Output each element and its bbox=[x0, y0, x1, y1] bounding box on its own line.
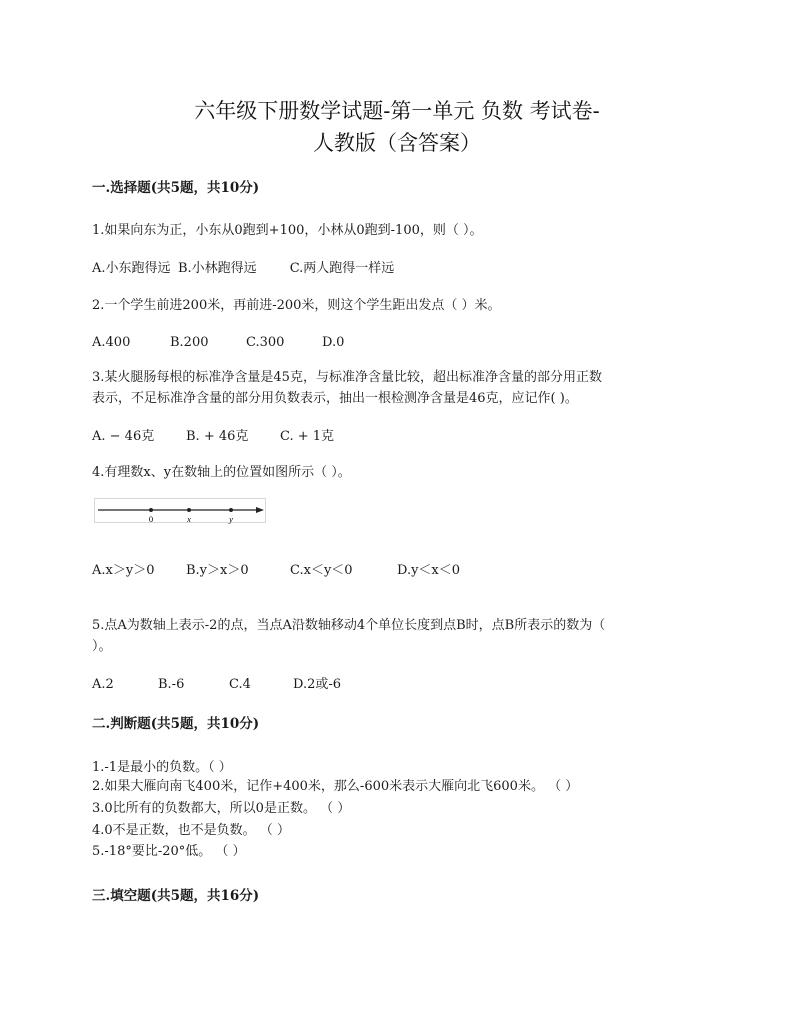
question-2-stem: 2.一个学生前进200米，再前进-200米，则这个学生距出发点（ ）米。 bbox=[92, 298, 501, 313]
question-4-stem: 4.有理数x、y在数轴上的位置如图所示（ ）。 bbox=[92, 465, 351, 480]
section-heading-choice: 一.选择题(共5题，共10分) bbox=[92, 180, 260, 196]
question-4-options bbox=[92, 562, 460, 580]
question-1-stem: 1.如果向东为正，小东从0跑到+100，小林从0跑到-100，则（ ）。 bbox=[92, 223, 483, 238]
option-b: B.200 bbox=[170, 335, 209, 350]
label-zero: 0 bbox=[148, 514, 154, 524]
option-b: B.-6 bbox=[158, 677, 185, 692]
option-c: C.4 bbox=[229, 677, 251, 692]
question-1-options bbox=[92, 260, 394, 278]
judge-item-1: 1.-1是最小的负数。（ ） bbox=[92, 760, 232, 775]
point-x-dot bbox=[187, 508, 191, 512]
exam-title-line1: 六年级下册数学试题-第一单元 负数 考试卷- bbox=[194, 99, 600, 123]
option-a: A.x＞y＞0 bbox=[92, 563, 155, 578]
option-b: B.小林跑得远 bbox=[178, 261, 257, 276]
point-zero-dot bbox=[149, 508, 153, 512]
option-a: A. − 46克 bbox=[92, 429, 155, 444]
option-a: A.400 bbox=[92, 335, 131, 350]
option-c: C.x＜y＜0 bbox=[290, 563, 353, 578]
option-c: C.两人跑得一样远 bbox=[289, 261, 395, 276]
option-b: B.y＞x＞0 bbox=[186, 563, 249, 578]
label-y: y bbox=[229, 514, 233, 524]
option-d: D.2或-6 bbox=[293, 677, 342, 692]
question-3-stem-line2: 表示，不足标准净含量的部分用负数表示，抽出一根检测净含量是46克，应记作( )。 bbox=[92, 391, 578, 406]
number-line-figure bbox=[94, 498, 266, 528]
option-b: B. + 46克 bbox=[186, 429, 249, 444]
axis-arrow-icon bbox=[256, 507, 264, 513]
judge-item-3: 3.0比所有的负数都大，所以0是正数。 （ ） bbox=[92, 801, 351, 816]
option-d: D.0 bbox=[322, 335, 345, 350]
label-x: x bbox=[187, 514, 191, 524]
judge-item-5: 5.-18°要比-20°低。 （ ） bbox=[92, 844, 246, 859]
section-heading-judge: 二.判断题(共5题，共10分) bbox=[92, 716, 260, 732]
question-5-options bbox=[92, 676, 341, 694]
option-a: A.2 bbox=[92, 677, 114, 692]
option-c: C. + 1克 bbox=[280, 429, 335, 444]
question-3-stem-line1: 3.某火腿肠每根的标准净含量是45克，与标准净含量比较，超出标准净含量的部分用正数 bbox=[92, 370, 602, 385]
point-y-dot bbox=[229, 508, 233, 512]
option-d: D.y＜x＜0 bbox=[397, 563, 461, 578]
question-5-stem-line2: ）。 bbox=[92, 639, 112, 654]
judge-item-2: 2.如果大雁向南飞400米，记作+400米，那么-600米表示大雁向北飞600米。 （ ） bbox=[92, 779, 579, 794]
question-3-options bbox=[92, 428, 334, 446]
section-heading-fill: 三.填空题(共5题，共16分) bbox=[92, 888, 260, 904]
option-c: C.300 bbox=[246, 335, 285, 350]
option-a: A.小东跑得远 bbox=[92, 261, 171, 276]
exam-title-line2: 人教版（含答案） bbox=[313, 131, 481, 155]
question-2-options bbox=[92, 334, 344, 352]
question-5-stem-line1: 5.点A为数轴上表示-2的点，当点A沿数轴移动4个单位长度到点B时，点B所表示的数为（ bbox=[92, 618, 606, 633]
judge-item-4: 4.0不是正数，也不是负数。 （ ） bbox=[92, 823, 290, 838]
